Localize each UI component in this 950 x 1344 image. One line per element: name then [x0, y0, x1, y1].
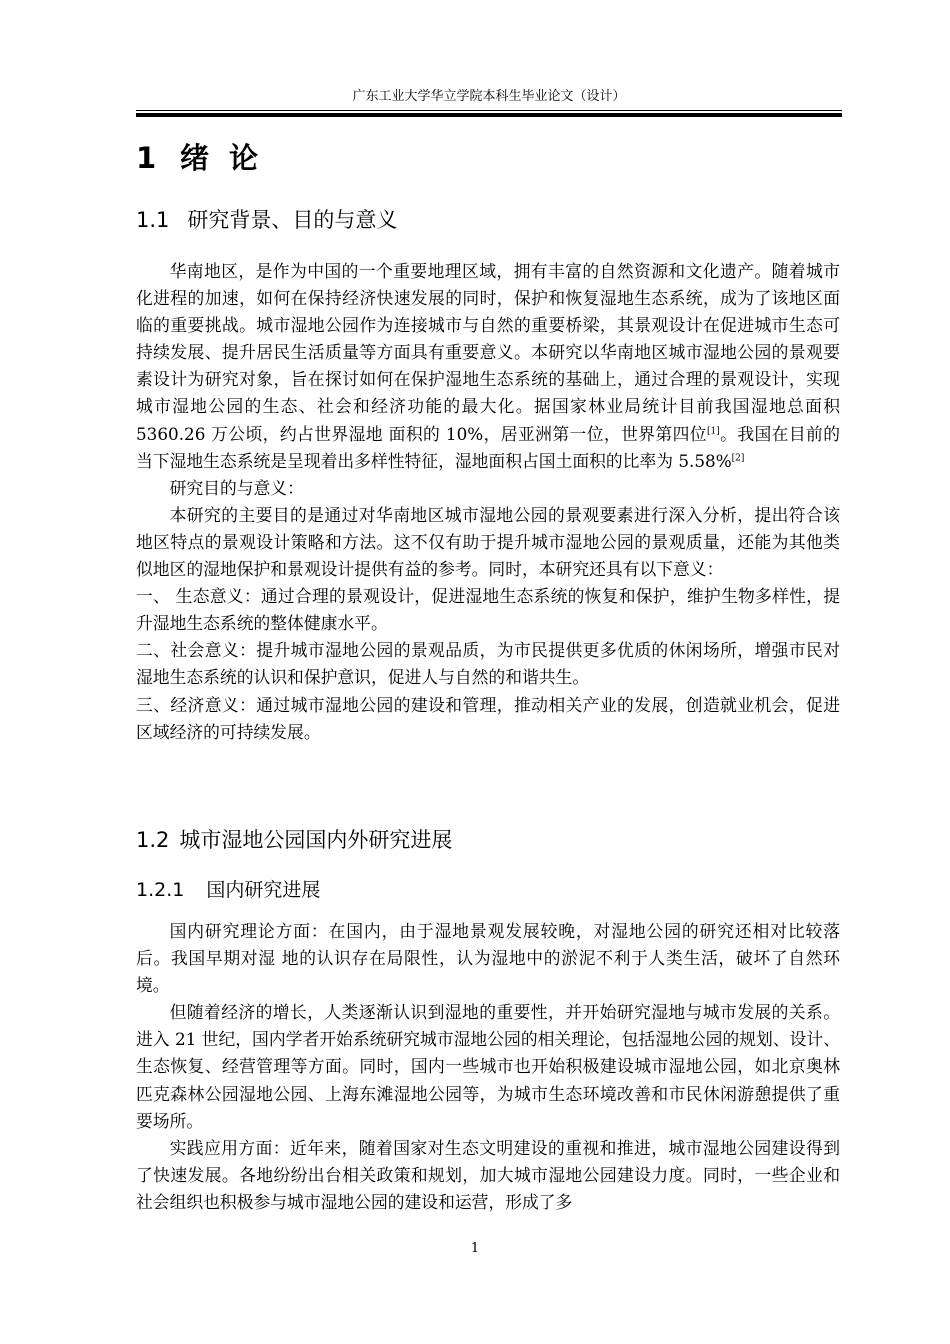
- paragraph-practice: 实践应用方面：近年来，随着国家对生态文明建设的重视和推进，城市湿地公园建设得到了快速发展。各地纷纷出台相关政策和规划，加大城市湿地公园建设力度。同时，一些企业和社会组织也积极参与城市湿地公园的建设和运营，形成了多: [136, 1137, 840, 1212]
- chapter-heading: [136, 138, 278, 178]
- citation-ref-2[interactable]: [2]: [731, 453, 745, 464]
- paragraph-text: 。我国在目前的当下湿地生态系统是呈现着出多样性特征，湿地面积占国土面积的比率为 5.58%: [136, 423, 840, 471]
- page-number: 1: [470, 1241, 480, 1256]
- section-number: 1.2: [136, 828, 170, 852]
- subsection-heading-1-2-1: [136, 876, 320, 904]
- running-header: 广东工业大学华立学院本科生毕业论文（设计）: [352, 89, 626, 104]
- paragraph-purpose-label: 研究目的与意义：: [169, 477, 304, 498]
- section-title: 研究背景、目的与意义: [187, 208, 398, 232]
- header-rule-thin: [136, 110, 842, 111]
- section-number: 1.1: [136, 208, 170, 232]
- citation-ref-1[interactable]: [1]: [706, 425, 720, 436]
- list-item-ecological: 一、 生态意义：通过合理的景观设计，促进湿地生态系统的恢复和保护，维护生物多样性，提升湿地生态系统的整体健康水平。: [136, 586, 840, 634]
- list-item-economic: 三、经济意义：通过城市湿地公园的建设和管理，推动相关产业的发展，创造就业机会，促进区域经济的可持续发展。: [136, 694, 840, 742]
- header-rule-thick: [136, 113, 842, 117]
- section-1-1-body: [136, 258, 840, 746]
- chapter-title: 绪论: [180, 141, 279, 175]
- paragraph-development: 但随着经济的增长，人类逐渐认识到湿地的重要性，并开始研究湿地与城市发展的关系。进入 21 世纪，国内学者开始系统研究城市湿地公园的相关理论，包括湿地公园的规划、设计、生态恢复、经营管理等方面。同时，国内一些城市也开始积极建设城市湿地公园，如北京奥林匹克森林公园湿地公园、上海东滩湿地公园等，为城市生态环境改善和市民休闲游憩提供了重要场所。: [136, 1002, 840, 1131]
- subsection-title: 国内研究进展: [206, 879, 321, 901]
- subsection-number: 1.2.1: [136, 879, 185, 901]
- chapter-number: 1: [136, 141, 157, 175]
- section-title: 城市湿地公园国内外研究进展: [179, 828, 453, 852]
- section-1-2-1-body: [136, 918, 840, 1216]
- paragraph-purpose: 本研究的主要目的是通过对华南地区城市湿地公园的景观要素进行深入分析，提出符合该地区特点的景观设计策略和方法。这不仅有助于提升城市湿地公园的景观质量，还能为其他类似地区的湿地保护和景观设计提供有益的参考。同时，本研究还具有以下意义：: [136, 504, 840, 580]
- paragraph-text: 华南地区，是作为中国的一个重要地理区域，拥有丰富的自然资源和文化遗产。随着城市化进程的加速，如何在保持经济快速发展的同时，保护和恢复湿地生态系统，成为了该地区面临的重要挑战。城市湿地公园作为连接城市与自然的重要桥梁，其景观设计在促进城市生态可持续发展、提升居民生活质量等方面具有重要意义。本研究以华南地区城市湿地公园的景观要素设计为研究对象，旨在探讨如何在保护湿地生态系统的基础上，通过合理的景观设计，实现城市湿地公园的生态、社会和经济功能的最大化。据国家林业局统计目前我国湿地总面积 5360.26 万公顷，约占世界湿地 面积的 10%，居亚洲第一位，世界第四位: [136, 261, 840, 444]
- section-heading-1-1: [136, 205, 397, 235]
- paragraph-theory: 国内研究理论方面：在国内，由于湿地景观发展较晚，对湿地公园的研究还相对比较落后。我国早期对湿 地的认识存在局限性，认为湿地中的淤泥不利于人类生活，破坏了自然环境。: [136, 921, 840, 996]
- paragraph-background: [136, 258, 840, 475]
- list-item-social: 二、社会意义：提升城市湿地公园的景观品质，为市民提供更多优质的休闲场所，增强市民对湿地生态系统的认识和保护意识，促进人与自然的和谐共生。: [136, 640, 840, 688]
- section-heading-1-2: [136, 825, 452, 855]
